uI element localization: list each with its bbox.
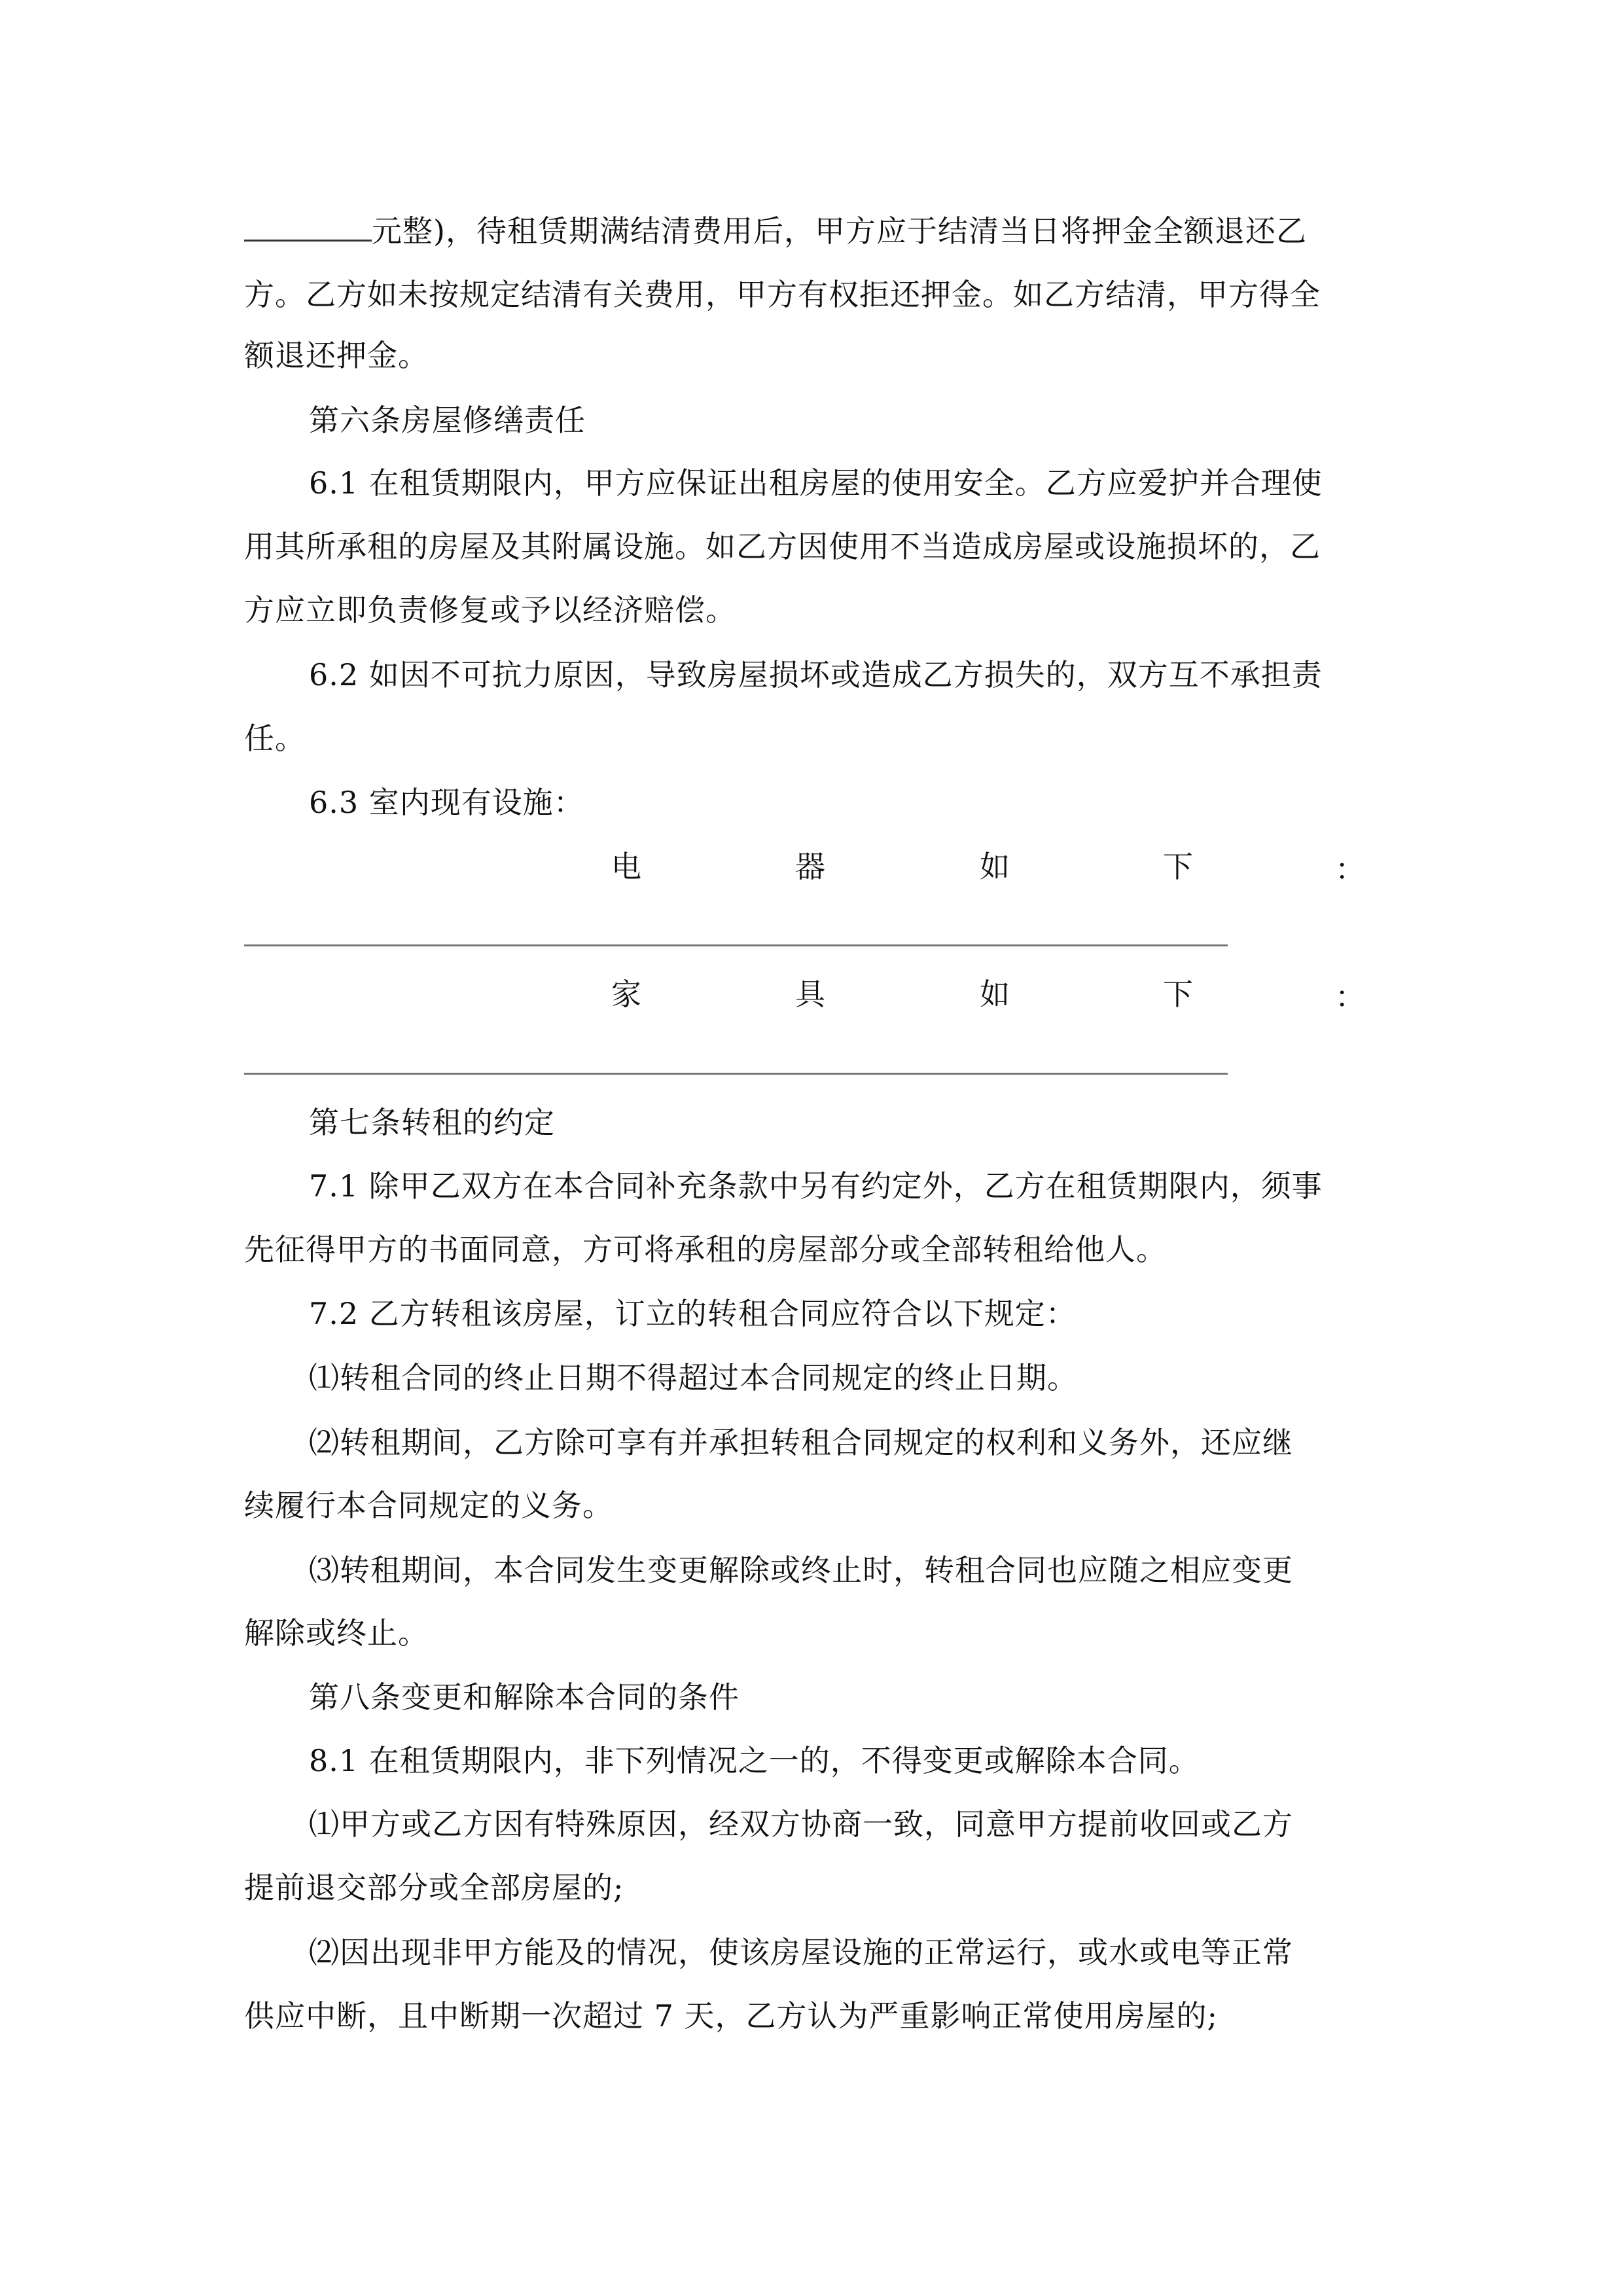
fill-in-blank: [244, 213, 372, 242]
text-run: 元整)，待租赁期满结清费用后，甲方应于结清当日将押金全额退还乙: [372, 213, 1307, 249]
section-heading: 第八条变更和解除本合同的条件: [309, 1679, 740, 1715]
paragraph-line: 先征得甲方的书面同意，方可将承租的房屋部分或全部转租给他人。: [244, 1232, 1167, 1267]
appliance-char: 下: [1163, 849, 1193, 884]
paragraph-line: 7.1 除甲乙双方在本合同补充条款中另有约定外，乙方在租赁期限内，须事: [309, 1168, 1323, 1204]
appliance-char: 如: [980, 849, 1010, 884]
paragraph-line: 6.1 在租赁期限内，甲方应保证出租房屋的使用安全。乙方应爱护并合理使: [309, 465, 1323, 501]
furniture-char: ：: [1335, 979, 1365, 1014]
fill-in-rule: [244, 944, 1228, 946]
paragraph-line: 方。乙方如未按规定结清有关费用，甲方有权拒还押金。如乙方结清，甲方得全: [244, 277, 1321, 312]
paragraph-line: 7.2 乙方转租该房屋，订立的转租合同应符合以下规定：: [309, 1296, 1077, 1331]
furniture-char: 下: [1163, 977, 1193, 1012]
section-heading: 第七条转租的约定: [309, 1105, 555, 1140]
paragraph-line: 任。: [244, 721, 306, 756]
furniture-char: 如: [980, 977, 1010, 1012]
paragraph-line: 续履行本合同规定的义务。: [244, 1488, 613, 1523]
paragraph-line: ⑶转租期间，本合同发生变更解除或终止时，转租合同也应随之相应变更: [309, 1552, 1293, 1588]
paragraph-line: 解除或终止。: [244, 1615, 429, 1651]
appliance-char: ：: [1335, 852, 1365, 887]
paragraph-line: ⑵因出现非甲方能及的情况，使该房屋设施的正常运行，或水或电等正常: [309, 1935, 1293, 1970]
paragraph-line: 供应中断，且中断期一次超过 7 天，乙方认为严重影响正常使用房屋的;: [244, 1998, 1219, 2034]
appliance-char: 电: [611, 849, 641, 884]
paragraph-line: 额退还押金。: [244, 338, 429, 373]
section-heading: 第六条房屋修缮责任: [309, 403, 586, 438]
paragraph-line: ⑴转租合同的终止日期不得超过本合同规定的终止日期。: [309, 1360, 1078, 1395]
paragraph-line: [244, 211, 1307, 251]
paragraph-line: 6.2 如因不可抗力原因，导致房屋损坏或造成乙方损失的，双方互不承担责: [309, 657, 1323, 692]
paragraph-line: ⑵转租期间，乙方除可享有并承担转租合同规定的权利和义务外，还应继: [309, 1425, 1293, 1460]
paragraph-line: 提前退交部分或全部房屋的;: [244, 1870, 624, 1905]
paragraph-line: ⑴甲方或乙方因有特殊原因，经双方协商一致，同意甲方提前收回或乙方: [309, 1806, 1293, 1842]
paragraph-line: 用其所承租的房屋及其附属设施。如乙方因使用不当造成房屋或设施损坏的，乙: [244, 529, 1321, 564]
paragraph-line: 方应立即负责修复或予以经济赔偿。: [244, 592, 736, 628]
paragraph-line: 6.3 室内现有设施：: [309, 785, 584, 820]
paragraph-line: 8.1 在租赁期限内，非下列情况之一的，不得变更或解除本合同。: [309, 1743, 1200, 1778]
fill-in-rule: [244, 1073, 1228, 1075]
appliance-char: 器: [795, 849, 825, 884]
furniture-char: 具: [795, 977, 825, 1012]
furniture-char: 家: [611, 977, 641, 1012]
